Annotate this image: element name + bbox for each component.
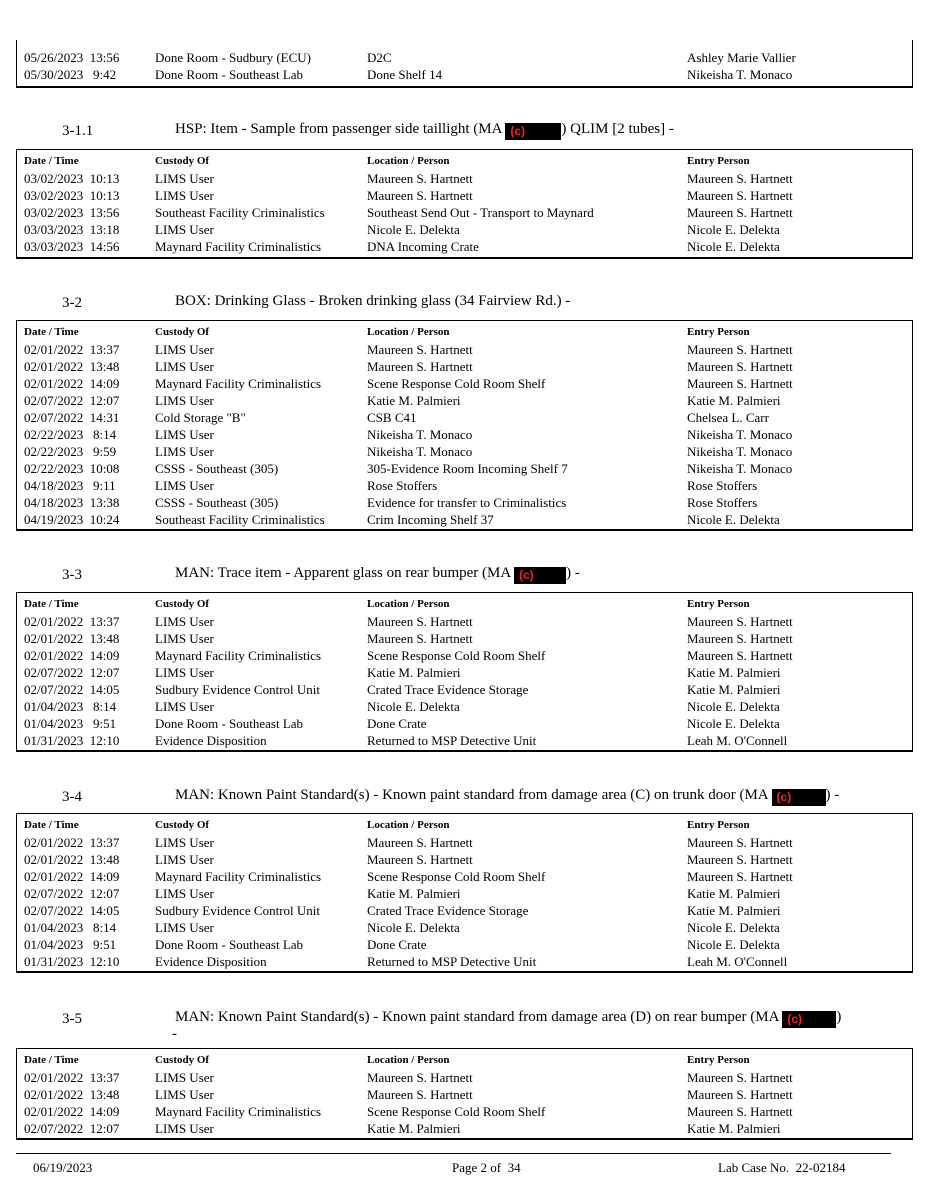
section-id: 3-2 <box>62 295 82 311</box>
entry-cell: Nicole E. Delekta <box>687 239 780 254</box>
header-entry-person: Entry Person <box>687 155 750 167</box>
location-cell: D2C <box>367 50 392 65</box>
date-cell: 02/22/2023 8:14 <box>24 427 117 442</box>
location-cell: Returned to MSP Detective Unit <box>367 954 537 969</box>
section-title: MAN: Trace item - Apparent glass on rear bumper (MA (c) ) - <box>175 565 580 582</box>
location-cell: Maureen S. Hartnett <box>367 1070 473 1085</box>
entry-cell: Chelsea L. Carr <box>687 410 769 425</box>
location-cell: Returned to MSP Detective Unit <box>367 733 537 748</box>
entry-cell: Nicole E. Delekta <box>687 699 780 714</box>
entry-cell: Rose Stoffers <box>687 478 758 493</box>
entry-cell: Maureen S. Hartnett <box>687 614 793 629</box>
custody-cell: LIMS User <box>155 699 214 714</box>
date-cell: 02/01/2022 13:48 <box>24 852 120 867</box>
header-entry-person: Entry Person <box>687 1054 750 1066</box>
entry-cell: Maureen S. Hartnett <box>687 631 793 646</box>
entry-cell: Maureen S. Hartnett <box>687 852 793 867</box>
section-id: 3-5 <box>62 1011 82 1027</box>
header-date-time: Date / Time <box>24 155 79 167</box>
location-cell: Crim Incoming Shelf 37 <box>367 512 494 527</box>
entry-cell: Nikeisha T. Monaco <box>687 461 793 476</box>
date-cell: 02/07/2022 12:07 <box>24 886 120 901</box>
date-cell: 02/07/2022 12:07 <box>24 665 120 680</box>
date-cell: 02/07/2022 14:31 <box>24 410 120 425</box>
entry-cell: Nicole E. Delekta <box>687 716 780 731</box>
entry-cell: Nicole E. Delekta <box>687 937 780 952</box>
custody-table <box>16 1048 913 1140</box>
location-cell: Katie M. Palmieri <box>367 665 461 680</box>
location-cell: Evidence for transfer to Criminalistics <box>367 495 567 510</box>
lab-case-number: Lab Case No. 22-02184 <box>718 1160 846 1175</box>
date-cell: 02/01/2022 13:37 <box>24 835 120 850</box>
date-cell: 02/07/2022 12:07 <box>24 393 120 408</box>
location-cell: 305-Evidence Room Incoming Shelf 7 <box>367 461 568 476</box>
redaction-box: (c) <box>782 1011 836 1028</box>
date-cell: 04/19/2023 10:24 <box>24 512 120 527</box>
location-cell: Done Crate <box>367 937 427 952</box>
header-custody-of: Custody Of <box>155 598 210 610</box>
custody-cell: LIMS User <box>155 1087 214 1102</box>
date-cell: 01/04/2023 9:51 <box>24 937 117 952</box>
location-cell: Scene Response Cold Room Shelf <box>367 1104 546 1119</box>
entry-cell: Maureen S. Hartnett <box>687 1087 793 1102</box>
header-entry-person: Entry Person <box>687 598 750 610</box>
location-cell: Katie M. Palmieri <box>367 1121 461 1136</box>
date-cell: 01/04/2023 8:14 <box>24 699 117 714</box>
date-cell: 05/26/2023 13:56 <box>24 50 120 65</box>
custody-cell: Done Room - Sudbury (ECU) <box>155 50 311 65</box>
date-cell: 04/18/2023 9:11 <box>24 478 116 493</box>
date-cell: 04/18/2023 13:38 <box>24 495 120 510</box>
custody-cell: Done Room - Southeast Lab <box>155 937 304 952</box>
custody-cell: Done Room - Southeast Lab <box>155 716 304 731</box>
location-cell: Scene Response Cold Room Shelf <box>367 376 546 391</box>
custody-cell: LIMS User <box>155 222 214 237</box>
location-cell: Katie M. Palmieri <box>367 886 461 901</box>
location-cell: Maureen S. Hartnett <box>367 188 473 203</box>
date-cell: 02/07/2022 14:05 <box>24 903 120 918</box>
entry-cell: Maureen S. Hartnett <box>687 1104 793 1119</box>
entry-cell: Maureen S. Hartnett <box>687 648 793 663</box>
entry-cell: Maureen S. Hartnett <box>687 869 793 884</box>
location-cell: DNA Incoming Crate <box>367 239 479 254</box>
custody-cell: Southeast Facility Criminalistics <box>155 512 325 527</box>
entry-cell: Maureen S. Hartnett <box>687 359 793 374</box>
entry-cell: Maureen S. Hartnett <box>687 171 793 186</box>
header-entry-person: Entry Person <box>687 819 750 831</box>
date-cell: 02/07/2022 14:05 <box>24 682 120 697</box>
location-cell: Maureen S. Hartnett <box>367 835 473 850</box>
redaction-box: (c) <box>505 123 561 140</box>
custody-table <box>16 320 913 531</box>
custody-cell: LIMS User <box>155 665 214 680</box>
entry-cell: Nicole E. Delekta <box>687 222 780 237</box>
header-custody-of: Custody Of <box>155 819 210 831</box>
custody-cell: LIMS User <box>155 1121 214 1136</box>
date-cell: 01/04/2023 8:14 <box>24 920 117 935</box>
entry-cell: Maureen S. Hartnett <box>687 342 793 357</box>
location-cell: Done Shelf 14 <box>367 67 443 82</box>
entry-cell: Ashley Marie Vallier <box>687 50 796 65</box>
entry-cell: Katie M. Palmieri <box>687 682 781 697</box>
location-cell: Nicole E. Delekta <box>367 920 460 935</box>
location-cell: Rose Stoffers <box>367 478 438 493</box>
location-cell: Crated Trace Evidence Storage <box>367 903 529 918</box>
date-cell: 02/01/2022 14:09 <box>24 1104 120 1119</box>
date-cell: 03/02/2023 13:56 <box>24 205 120 220</box>
location-cell: Nikeisha T. Monaco <box>367 444 473 459</box>
custody-cell: LIMS User <box>155 359 214 374</box>
section-id: 3-3 <box>62 567 82 583</box>
custody-cell: LIMS User <box>155 444 214 459</box>
location-cell: CSB C41 <box>367 410 417 425</box>
location-cell: Scene Response Cold Room Shelf <box>367 869 546 884</box>
date-cell: 01/31/2023 12:10 <box>24 954 120 969</box>
section-title: BOX: Drinking Glass - Broken drinking glass (34 Fairview Rd.) - <box>175 293 571 309</box>
custody-cell: CSSS - Southeast (305) <box>155 461 279 476</box>
location-cell: Southeast Send Out - Transport to Maynard <box>367 205 594 220</box>
custody-cell: LIMS User <box>155 171 214 186</box>
location-cell: Maureen S. Hartnett <box>367 359 473 374</box>
date-cell: 05/30/2023 9:42 <box>24 67 117 82</box>
entry-cell: Katie M. Palmieri <box>687 1121 781 1136</box>
date-cell: 02/22/2023 10:08 <box>24 461 120 476</box>
section-title: MAN: Known Paint Standard(s) - Known paint standard from damage area (D) on rear bumper (MA (c) ) <box>175 1009 842 1026</box>
header-date-time: Date / Time <box>24 598 79 610</box>
entry-cell: Katie M. Palmieri <box>687 665 781 680</box>
section-title-continuation: - <box>172 1026 177 1042</box>
custody-cell: CSSS - Southeast (305) <box>155 495 279 510</box>
footer-divider <box>16 1153 891 1154</box>
date-cell: 02/01/2022 14:09 <box>24 376 120 391</box>
entry-cell: Katie M. Palmieri <box>687 903 781 918</box>
entry-cell: Leah M. O'Connell <box>687 954 788 969</box>
custody-cell: LIMS User <box>155 478 214 493</box>
header-location-person: Location / Person <box>367 1054 450 1066</box>
entry-cell: Maureen S. Hartnett <box>687 1070 793 1085</box>
custody-cell: LIMS User <box>155 393 214 408</box>
header-custody-of: Custody Of <box>155 326 210 338</box>
entry-cell: Nicole E. Delekta <box>687 920 780 935</box>
entry-cell: Nikeisha T. Monaco <box>687 67 793 82</box>
custody-cell: LIMS User <box>155 886 214 901</box>
location-cell: Katie M. Palmieri <box>367 393 461 408</box>
custody-cell: Evidence Disposition <box>155 954 267 969</box>
entry-cell: Nikeisha T. Monaco <box>687 444 793 459</box>
custody-cell: LIMS User <box>155 614 214 629</box>
custody-cell: Maynard Facility Criminalistics <box>155 1104 322 1119</box>
custody-cell: LIMS User <box>155 852 214 867</box>
custody-cell: Sudbury Evidence Control Unit <box>155 903 321 918</box>
section-title: HSP: Item - Sample from passenger side taillight (MA (c) ) QLIM [2 tubes] - <box>175 121 674 138</box>
custody-cell: Sudbury Evidence Control Unit <box>155 682 321 697</box>
date-cell: 02/01/2022 14:09 <box>24 648 120 663</box>
custody-cell: Done Room - Southeast Lab <box>155 67 304 82</box>
custody-cell: Maynard Facility Criminalistics <box>155 648 322 663</box>
location-cell: Maureen S. Hartnett <box>367 1087 473 1102</box>
footer-date: 06/19/2023 <box>33 1160 93 1175</box>
custody-cell: LIMS User <box>155 920 214 935</box>
location-cell: Nikeisha T. Monaco <box>367 427 473 442</box>
custody-cell: Evidence Disposition <box>155 733 267 748</box>
location-cell: Nicole E. Delekta <box>367 699 460 714</box>
header-location-person: Location / Person <box>367 326 450 338</box>
entry-cell: Nikeisha T. Monaco <box>687 427 793 442</box>
entry-cell: Katie M. Palmieri <box>687 393 781 408</box>
entry-cell: Maureen S. Hartnett <box>687 205 793 220</box>
date-cell: 03/03/2023 14:56 <box>24 239 120 254</box>
top-continuation-table <box>16 40 913 88</box>
custody-cell: Cold Storage "B" <box>155 410 246 425</box>
custody-cell: LIMS User <box>155 427 214 442</box>
header-date-time: Date / Time <box>24 1054 79 1066</box>
redaction-box: (c) <box>772 789 826 806</box>
date-cell: 02/01/2022 13:37 <box>24 1070 120 1085</box>
custody-cell: LIMS User <box>155 631 214 646</box>
custody-table <box>16 149 913 259</box>
entry-cell: Maureen S. Hartnett <box>687 188 793 203</box>
date-cell: 01/04/2023 9:51 <box>24 716 117 731</box>
custody-table <box>16 592 913 752</box>
custody-cell: LIMS User <box>155 342 214 357</box>
date-cell: 02/22/2023 9:59 <box>24 444 117 459</box>
date-cell: 02/01/2022 13:37 <box>24 614 120 629</box>
entry-cell: Nicole E. Delekta <box>687 512 780 527</box>
header-location-person: Location / Person <box>367 819 450 831</box>
location-cell: Scene Response Cold Room Shelf <box>367 648 546 663</box>
custody-cell: Maynard Facility Criminalistics <box>155 239 322 254</box>
location-cell: Crated Trace Evidence Storage <box>367 682 529 697</box>
header-location-person: Location / Person <box>367 155 450 167</box>
date-cell: 03/02/2023 10:13 <box>24 171 120 186</box>
header-custody-of: Custody Of <box>155 155 210 167</box>
location-cell: Nicole E. Delekta <box>367 222 460 237</box>
section-id: 3-4 <box>62 789 82 805</box>
header-location-person: Location / Person <box>367 598 450 610</box>
header-entry-person: Entry Person <box>687 326 750 338</box>
custody-cell: LIMS User <box>155 1070 214 1085</box>
location-cell: Maureen S. Hartnett <box>367 614 473 629</box>
header-custody-of: Custody Of <box>155 1054 210 1066</box>
date-cell: 02/07/2022 12:07 <box>24 1121 120 1136</box>
location-cell: Maureen S. Hartnett <box>367 631 473 646</box>
entry-cell: Maureen S. Hartnett <box>687 376 793 391</box>
custody-cell: Maynard Facility Criminalistics <box>155 869 322 884</box>
entry-cell: Rose Stoffers <box>687 495 758 510</box>
date-cell: 01/31/2023 12:10 <box>24 733 120 748</box>
section-id: 3-1.1 <box>62 123 94 139</box>
date-cell: 03/03/2023 13:18 <box>24 222 120 237</box>
entry-cell: Katie M. Palmieri <box>687 886 781 901</box>
date-cell: 02/01/2022 13:48 <box>24 631 120 646</box>
location-cell: Maureen S. Hartnett <box>367 171 473 186</box>
entry-cell: Leah M. O'Connell <box>687 733 788 748</box>
date-cell: 02/01/2022 13:37 <box>24 342 120 357</box>
page-number: Page 2 of 34 <box>452 1160 521 1175</box>
date-cell: 02/01/2022 13:48 <box>24 1087 120 1102</box>
custody-cell: LIMS User <box>155 835 214 850</box>
section-title: MAN: Known Paint Standard(s) - Known paint standard from damage area (C) on trunk door (MA (c) ) - <box>175 787 840 804</box>
header-date-time: Date / Time <box>24 326 79 338</box>
custody-cell: LIMS User <box>155 188 214 203</box>
date-cell: 02/01/2022 14:09 <box>24 869 120 884</box>
header-date-time: Date / Time <box>24 819 79 831</box>
location-cell: Done Crate <box>367 716 427 731</box>
location-cell: Maureen S. Hartnett <box>367 342 473 357</box>
entry-cell: Maureen S. Hartnett <box>687 835 793 850</box>
custody-cell: Maynard Facility Criminalistics <box>155 376 322 391</box>
location-cell: Maureen S. Hartnett <box>367 852 473 867</box>
date-cell: 03/02/2023 10:13 <box>24 188 120 203</box>
date-cell: 02/01/2022 13:48 <box>24 359 120 374</box>
redaction-box: (c) <box>514 567 566 584</box>
custody-cell: Southeast Facility Criminalistics <box>155 205 325 220</box>
custody-table <box>16 813 913 973</box>
